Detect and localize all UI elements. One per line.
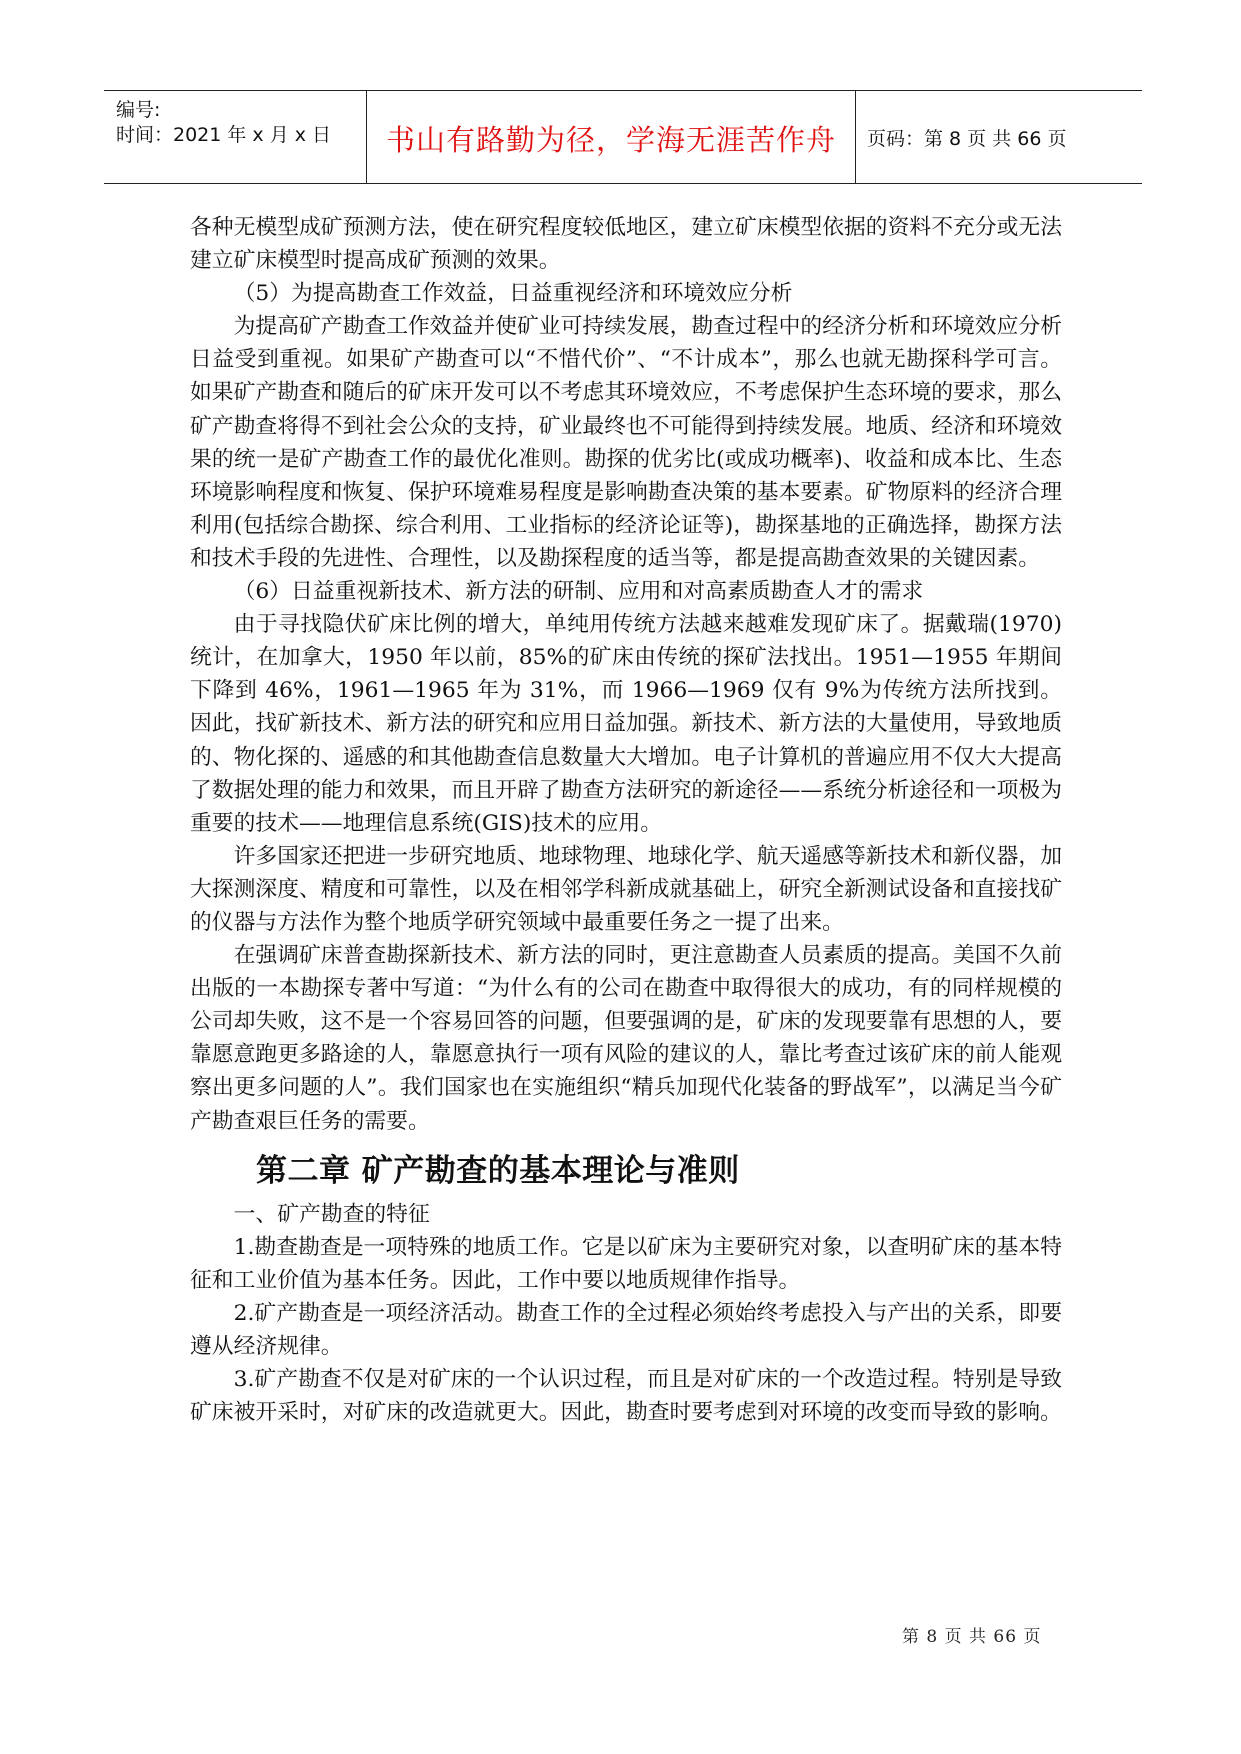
document-body xyxy=(190,211,1062,1429)
section-heading: 一、矿产勘查的特征 xyxy=(233,1201,430,1227)
paragraph: 在强调矿床普查勘探新技术、新方法的同时，更注意勘查人员素质的提高。美国不久前出版的一本勘探专著中写道：“为什么有的公司在勘查中取得很大的成功，有的同样规模的公司却失败，这不是一个容易回答的问题，但要强调的是，矿床的发现要靠有思想的人，要靠愿意跑更多路途的人，靠愿意执行一项有风险的建议的人，靠比考查过该矿床的前人能观察出更多问题的人”。我们国家也在实施组织“精兵加现代化装备的野战军”，以满足当今矿产勘查艰巨任务的需要。 xyxy=(190,943,1062,1134)
paragraph: 各种无模型成矿预测方法，使在研究程度较低地区，建立矿床模型依据的资料不充分或无法建立矿床模型时提高成矿预测的效果。 xyxy=(190,215,1062,274)
page-footer: 第 8 页 共 66 页 xyxy=(902,1627,1042,1647)
paragraph: 许多国家还把进一步研究地质、地球物理、地球化学、航天遥感等新技术和新仪器，加大探测深度、精度和可靠性，以及在相邻学科新成就基础上，研究全新测试设备和直接找矿的仪器与方法作为整个地质学研究领域中最重要任务之一提了出来。 xyxy=(190,843,1062,935)
paragraph: 为提高矿产勘查工作效益并使矿业可持续发展，勘查过程中的经济分析和环境效应分析日益受到重视。如果矿产勘查可以“不惜代价”、“不计成本”，那么也就无勘探科学可言。如果矿产勘查和随后的矿床开发可以不考虑其环境效应，不考虑保护生态环境的要求，那么矿产勘查将得不到社会公众的支持，矿业最终也不可能得到持续发展。地质、经济和环境效果的统一是矿产勘查工作的最优化准则。勘探的优劣比(或成功概率)、收益和成本比、生态环境影响程度和恢复、保护环境难易程度是影响勘查决策的基本要素。矿物原料的经济合理利用(包括综合勘探、综合利用、工业指标的经济论证等)，勘探基地的正确选择，勘探方法和技术手段的先进性、合理性，以及勘探程度的适当等，都是提高勘查效果的关键因素。 xyxy=(190,314,1062,571)
header-info-cell xyxy=(104,91,366,183)
page-number-label: 页码：第 8 页 共 66 页 xyxy=(867,128,1067,150)
paragraph: 3.矿产勘查不仅是对矿床的一个认识过程，而且是对矿床的一个改造过程。特别是导致矿床被开采时，对矿床的改造就更大。因此，勘查时要考虑到对环境的改变而导致的影响。 xyxy=(190,1367,1062,1426)
page-header xyxy=(104,90,1142,184)
header-motto-cell xyxy=(366,91,856,183)
paragraph: 1.勘查勘查是一项特殊的地质工作。它是以矿床为主要研究对象，以查明矿床的基本特征和工业价值为基本任务。因此，工作中要以地质规律作指导。 xyxy=(190,1234,1062,1293)
paragraph: 2.矿产勘查是一项经济活动。勘查工作的全过程必须始终考虑投入与产出的关系，即要遵从经济规律。 xyxy=(190,1300,1062,1359)
section-heading: （5）为提高勘查工作效益，日益重视经济和环境效应分析 xyxy=(233,281,793,307)
time-label: 时间：2021 年 x 月 x 日 xyxy=(116,124,332,146)
chapter-title: 第二章 矿产勘查的基本理论与准则 xyxy=(256,1152,740,1189)
header-page-cell xyxy=(855,91,1142,183)
motto-text: 书山有路勤为径，学海无涯苦作舟 xyxy=(385,123,836,157)
serial-number-label: 编号: xyxy=(116,99,161,121)
section-heading: （6）日益重视新技术、新方法的研制、应用和对高素质勘查人才的需求 xyxy=(233,579,924,605)
paragraph: 由于寻找隐伏矿床比例的增大，单纯用传统方法越来越难发现矿床了。据戴瑞(1970)统计，在加拿大，1950 年以前，85%的矿床由传统的探矿法找出。1951—1955 年期间下降到 46%，1961—1965 年为 31%，而 1966—1969 仅有 9%为传统方法所找到。因此，找矿新技术、新方法的研究和应用日益加强。新技术、新方法的大量使用，导致地质的、物化探的、遥感的和其他勘查信息数量大大增加。电子计算机的普遍应用不仅大大提高了数据处理的能力和效果，而且开辟了勘查方法研究的新途径——系统分析途径和一项极为重要的技术——地理信息系统(GIS)技术的应用。 xyxy=(190,612,1062,836)
